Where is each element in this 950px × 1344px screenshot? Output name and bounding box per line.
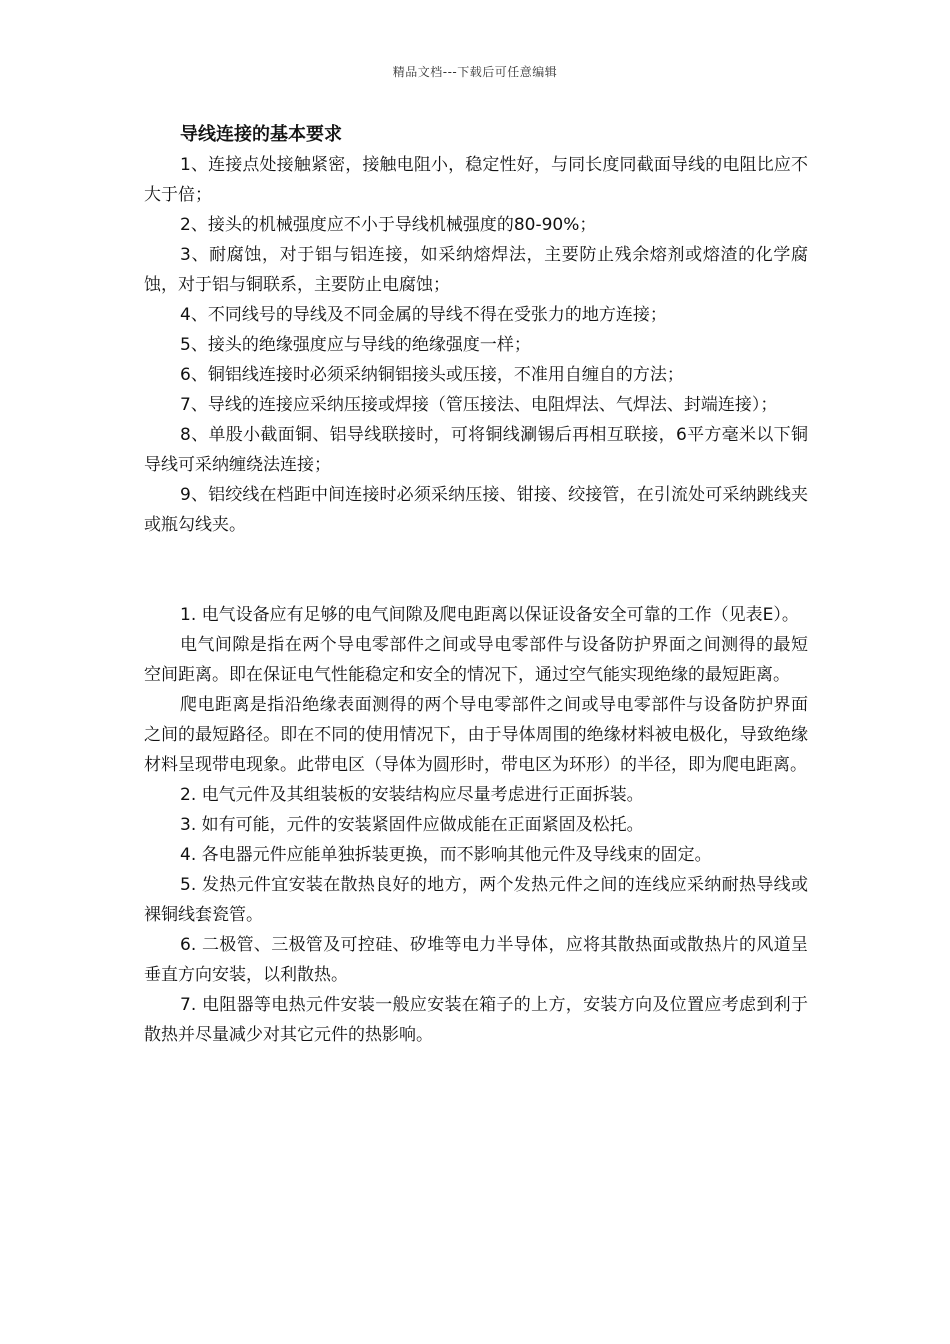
requirement-item-7: 7、导线的连接应采纳压接或焊接（管压接法、电阻焊法、气焊法、封端连接）； xyxy=(180,395,778,415)
section-spacer xyxy=(144,540,808,600)
requirement-item-5: 5、接头的绝缘强度应与导线的绝缘强度一样； xyxy=(180,335,531,355)
install-item-6: 6. 二极管、三极管及可控硅、矽堆等电力半导体，应将其散热面或散热片的风道呈垂直方向安装，以利散热。 xyxy=(144,935,808,985)
install-item-4: 4. 各电器元件应能单独拆装更换，而不影响其他元件及导线束的固定。 xyxy=(180,845,712,865)
requirement-item-3: 3、耐腐蚀，对于铝与铝连接，如采纳熔焊法，主要防止残余熔剂或熔渣的化学腐蚀，对于铝与铜联系，主要防止电腐蚀； xyxy=(144,245,808,295)
install-item-1: 1. 电气设备应有足够的电气间隙及爬电距离以保证设备安全可靠的工作（见表E）。 xyxy=(180,605,799,625)
install-item-2: 2. 电气元件及其组装板的安装结构应尽量考虑进行正面拆装。 xyxy=(180,785,644,805)
requirement-item-2: 2、接头的机械强度应不小于导线机械强度的80-90%； xyxy=(180,215,597,235)
creepage-definition: 爬电距离是指沿绝缘表面测得的两个导电零部件之间或导电零部件与设备防护界面之间的最短路径。即在不同的使用情况下，由于导体周围的绝缘材料被电极化，导致绝缘材料呈现带电现象。此带电区（导体为圆形时，带电区为环形）的半径，即为爬电距离。 xyxy=(144,695,808,775)
requirement-item-1: 1、连接点处接触紧密，接触电阻小，稳定性好，与同长度同截面导线的电阻比应不大于倍； xyxy=(144,155,808,205)
requirement-item-9: 9、铝绞线在档距中间连接时必须采纳压接、钳接、绞接管，在引流处可采纳跳线夹或瓶勾线夹。 xyxy=(144,485,808,535)
requirement-item-6: 6、铜铝线连接时必须采纳铜铝接头或压接，不准用自缠自的方法； xyxy=(180,365,684,385)
requirement-item-8: 8、单股小截面铜、铝导线联接时，可将铜线涮锡后再相互联接，6平方毫米以下铜导线可采纳缠绕法连接； xyxy=(144,425,808,475)
document-body xyxy=(144,120,808,1050)
requirement-item-4: 4、不同线号的导线及不同金属的导线不得在受张力的地方连接； xyxy=(180,305,667,325)
install-item-5: 5. 发热元件宜安装在散热良好的地方，两个发热元件之间的连线应采纳耐热导线或裸铜线套瓷管。 xyxy=(144,875,808,925)
section-title: 导线连接的基本要求 xyxy=(180,124,342,145)
install-item-7: 7. 电阻器等电热元件安装一般应安装在箱子的上方，安装方向及位置应考虑到利于散热并尽量减少对其它元件的热影响。 xyxy=(144,995,808,1045)
install-item-3: 3. 如有可能，元件的安装紧固件应做成能在正面紧固及松托。 xyxy=(180,815,644,835)
page-header: 精品文档---下载后可任意编辑 xyxy=(392,65,558,79)
clearance-definition: 电气间隙是指在两个导电零部件之间或导电零部件与设备防护界面之间测得的最短空间距离。即在保证电气性能稳定和安全的情况下，通过空气能实现绝缘的最短距离。 xyxy=(144,635,808,685)
